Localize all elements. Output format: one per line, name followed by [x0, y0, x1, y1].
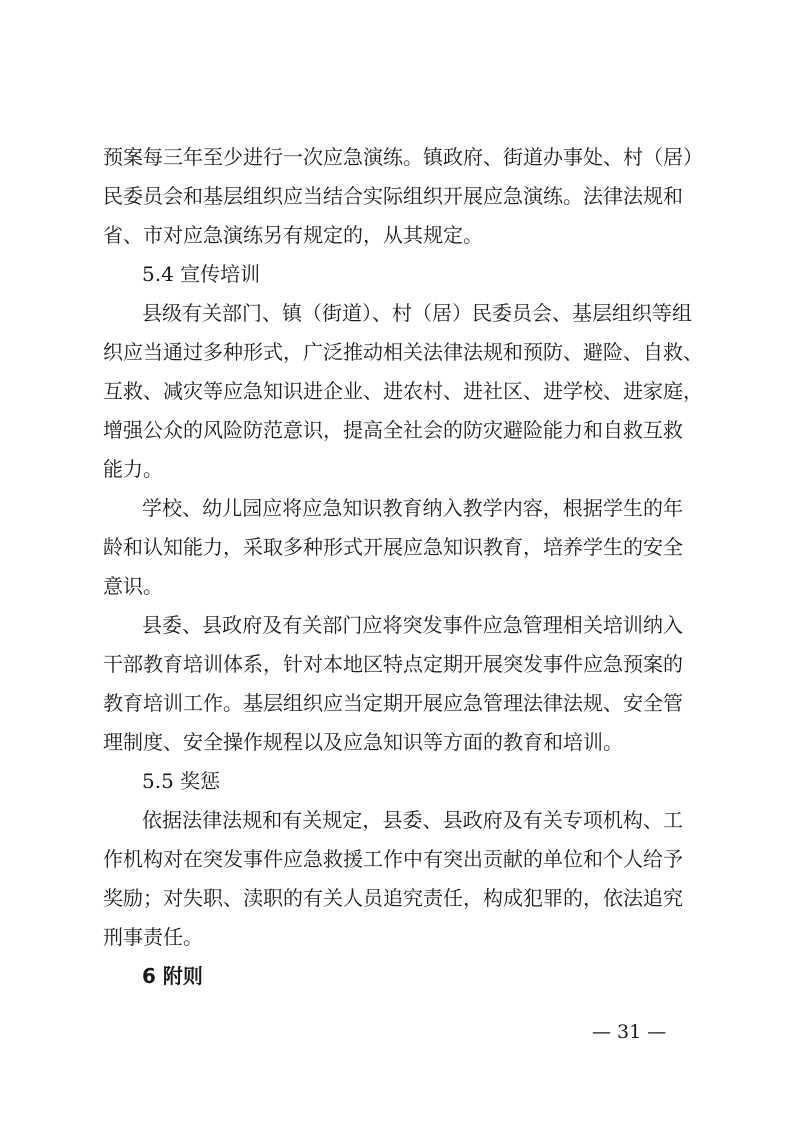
- page-number: — 31 —: [592, 1021, 667, 1043]
- paragraph-line: 织应当通过多种形式，广泛推动相关法律法规和预防、避险、自救、: [103, 340, 703, 364]
- paragraph-line: 能力。: [103, 457, 163, 481]
- paragraph-line: 互救、减灾等应急知识进企业、进农村、进社区、进学校、进家庭，: [103, 379, 703, 403]
- paragraph-line: 理制度、安全操作规程以及应急知识等方面的教育和培训。: [103, 730, 623, 754]
- paragraph-line: 县级有关部门、镇（街道）、村（居）民委员会、基层组织等组: [142, 301, 692, 325]
- paragraph-line: 意识。: [103, 574, 163, 598]
- paragraph-line: 教育培训工作。基层组织应当定期开展应急管理法律法规、安全管: [103, 691, 683, 715]
- paragraph-line: 学校、幼儿园应将应急知识教育纳入教学内容，根据学生的年: [142, 496, 683, 520]
- paragraph-line: 干部教育培训体系，针对本地区特点定期开展突发事件应急预案的: [103, 652, 683, 676]
- section-heading-5-5: 5.5 奖惩: [142, 769, 221, 793]
- paragraph-line: 龄和认知能力，采取多种形式开展应急知识教育，培养学生的安全: [103, 535, 683, 559]
- section-heading-6: 6 附则: [142, 964, 203, 988]
- paragraph-line: 依据法律法规和有关规定，县委、县政府及有关专项机构、工: [142, 808, 683, 832]
- paragraph-line: 刑事责任。: [103, 925, 203, 949]
- paragraph-line: 民委员会和基层组织应当结合实际组织开展应急演练。法律法规和: [103, 184, 683, 208]
- paragraph-line: 县委、县政府及有关部门应将突发事件应急管理相关培训纳入: [142, 613, 683, 637]
- paragraph-line: 预案每三年至少进行一次应急演练。镇政府、街道办事处、村（居）: [103, 145, 703, 169]
- section-heading-5-4: 5.4 宣传培训: [142, 262, 261, 286]
- paragraph-line: 奖励；对失职、渎职的有关人员追究责任，构成犯罪的，依法追究: [103, 886, 683, 910]
- paragraph-line: 增强公众的风险防范意识，提高全社会的防灾避险能力和自救互救: [103, 418, 683, 442]
- paragraph-line: 作机构对在突发事件应急救援工作中有突出贡献的单位和个人给予: [103, 847, 683, 871]
- paragraph-line: 省、市对应急演练另有规定的，从其规定。: [103, 223, 483, 247]
